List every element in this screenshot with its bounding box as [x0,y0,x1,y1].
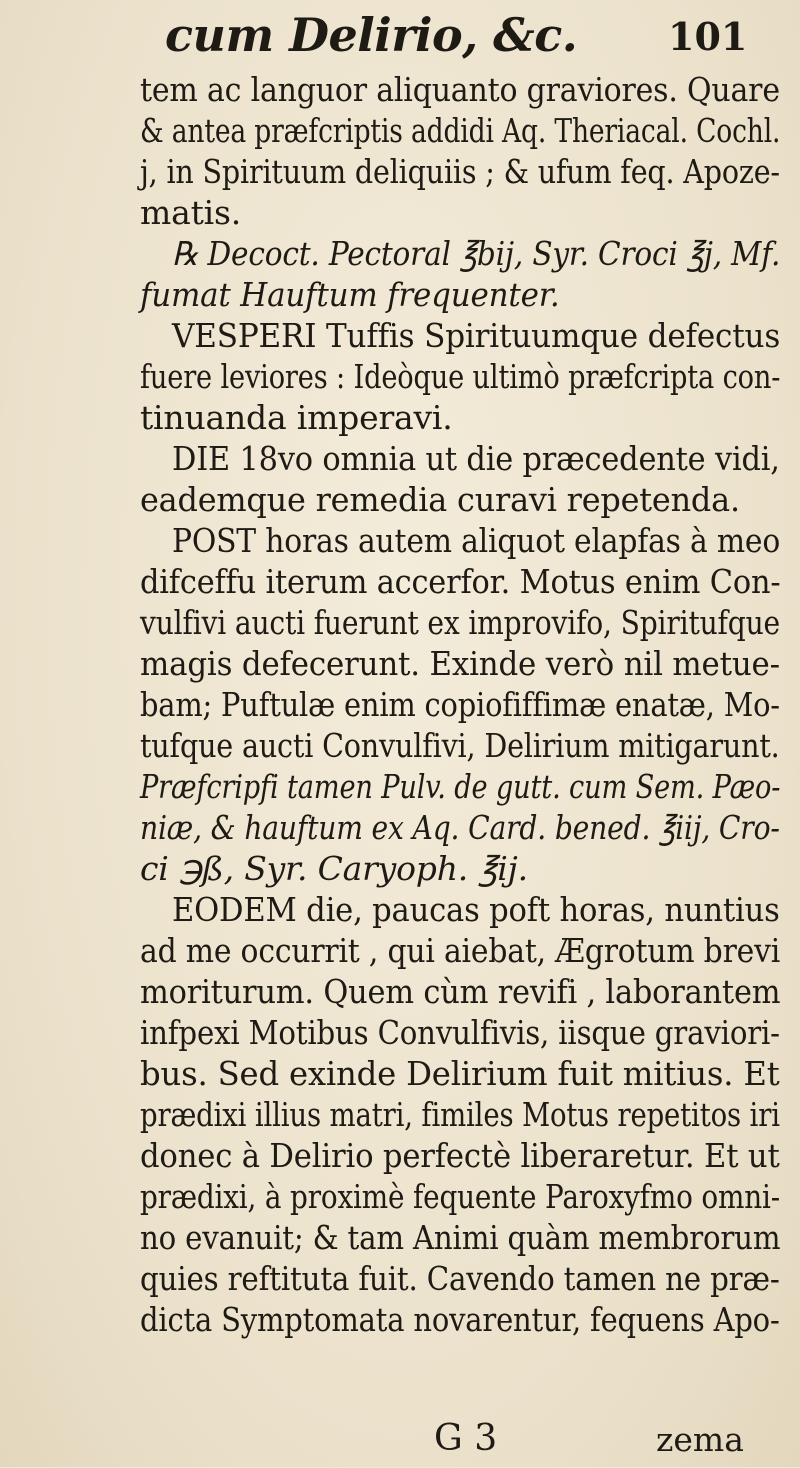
text-line: quies reftituta fuit. Cavendo tamen ne præ- [140,1259,780,1298]
prescription-line: ci ℈ß, Syr. Caryoph. ℥ij. [140,849,528,888]
prescription-line: Præfcripfi tamen Pulv. de gutt. cum Sem. Pæo- [140,767,781,806]
text-line: dicta Symptomata novarentur, fequens Apo- [140,1300,780,1339]
text-line: magis defecerunt. Exinde verò nil metue- [140,644,780,683]
text-line: tem ac languor aliquanto graviores. Quare [140,70,780,109]
text-line: matis. [140,193,242,232]
prescription-line: niæ, & hauftum ex Aq. Card. bened. ℥iij, Cro- [140,808,780,847]
page-footer [0,1418,800,1468]
text-line: tufque aucti Convulfivi, Delirium mitigarunt. [140,726,780,765]
text-line: infpexi Motibus Convulfivis, iisque graviori- [140,1013,780,1052]
prescription-line: fumat Hauftum frequenter. [140,275,560,314]
text-line: bam; Puftulæ enim copiofiffimæ enatæ, Mo- [140,685,780,724]
text-line: fuere leviores : Ideòque ultimò præfcripta con- [140,357,781,396]
text-line: POST horas autem aliquot elapfas à meo [172,521,781,560]
text-line: moriturum. Quem cùm revifi , laborantem [140,972,781,1011]
page-number: 101 [668,14,748,59]
running-head: cum Delirio, &c. [165,8,578,62]
text-line: difceffu iterum accerfor. Motus enim Con- [140,562,781,601]
text-line: tinuanda imperavi. [140,398,453,437]
text-line: prædixi, à proximè fequente Paroxyfmo omni- [140,1177,780,1216]
prescription-line: ℞ Decoct. Pectoral ℥bij, Syr. Croci ℥j, Mf. [172,234,781,273]
text-line: ad me occurrit , qui aiebat, Ægrotum brevi [140,931,781,970]
text-line: EODEM die, paucas poft horas, nuntius [172,890,780,929]
signature-mark: G 3 [434,1418,498,1459]
text-line: donec à Delirio perfectè liberaretur. Et ut [140,1136,780,1175]
text-line: vulfivi aucti fuerunt ex improvifo, Spiritufque [140,603,781,642]
text-line: no evanuit; & tam Animi quàm membrorum [140,1218,781,1257]
text-line: DIE 18vo omnia ut die præcedente vidi, [172,439,780,478]
text-line: eademque remedia curavi repetenda. [140,480,740,519]
text-line: & antea præfcriptis addidi Aq. Theriacal. Cochl. [140,111,781,150]
text-line: VESPERI Tuffis Spirituumque defectus [172,316,781,355]
text-line: bus. Sed exinde Delirium fuit mitius. Et [140,1054,780,1093]
catchword: zema [656,1420,744,1459]
text-line: prædixi illius matri, fimiles Motus repetitos iri [140,1095,780,1134]
text-line: j, in Spirituum deliquiis ; & ufum feq. Apoze- [140,152,780,191]
